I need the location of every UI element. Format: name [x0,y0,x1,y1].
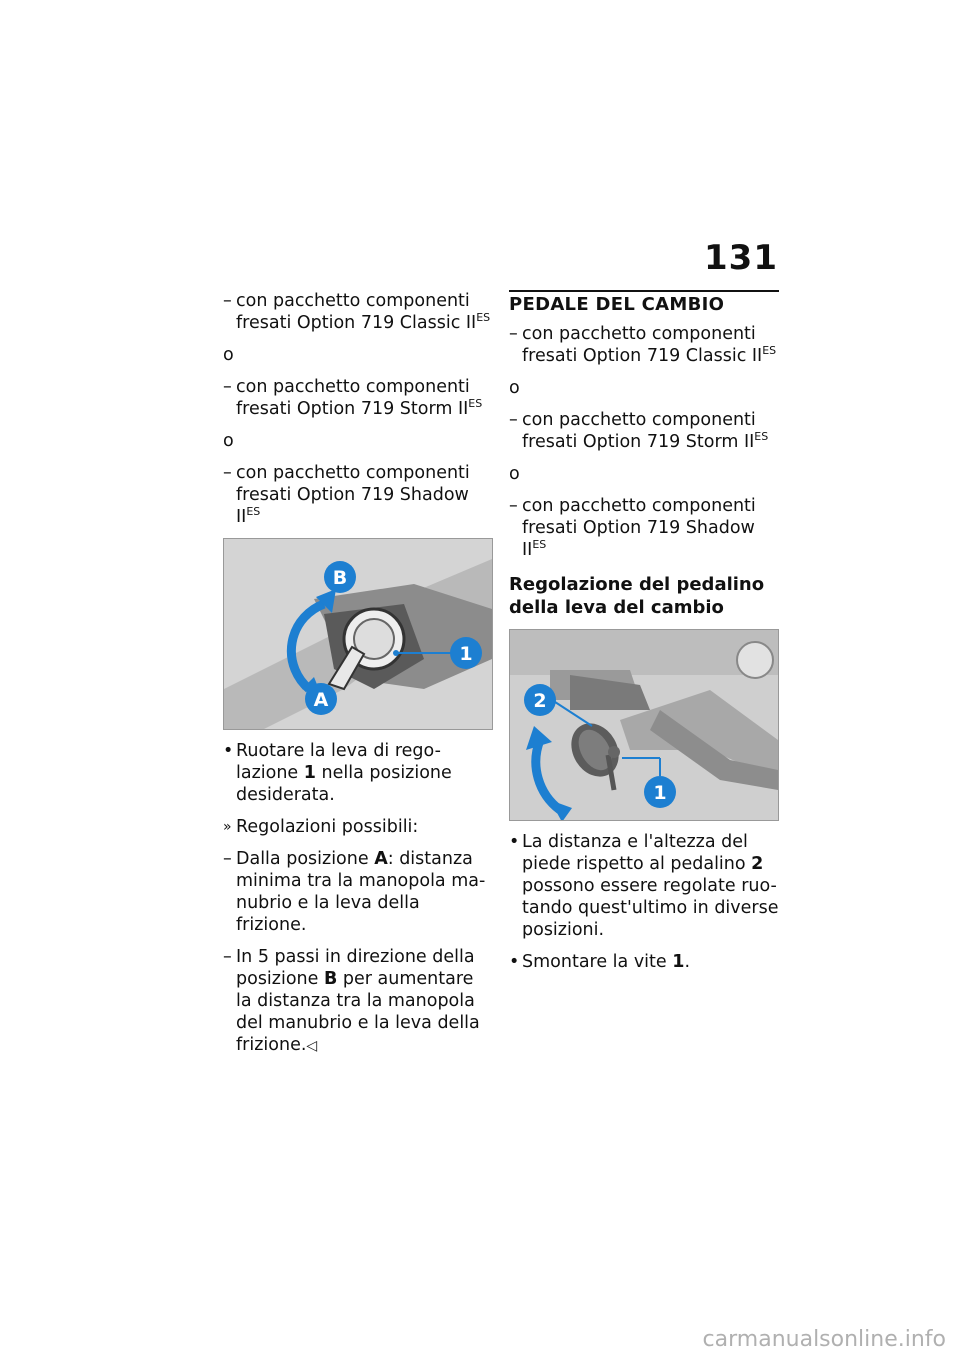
option-storm: – con pacchetto componenti fresati Option 719 Storm $II^{ES}$ [223,376,493,420]
clutch-lever-figure [223,538,493,730]
callout-b: B [332,567,348,589]
subsection-heading: Regolazione del pedalino della leva del cambio [509,574,765,618]
watermark: carmanualsonline.info [702,1327,946,1352]
left-column [223,290,493,1067]
callout-a: A [313,689,329,711]
option-classic: – con pacchetto componenti fresati Option 719 Classic $II^{ES}$ [223,290,493,334]
setting-position-b: – In 5 passi in direzione della posizione B per aumentare la distanza tra la manopola del manubrio e la leva della frizione.◁ [223,946,493,1057]
option-shadow: – con pacchetto componenti fresati Option 719 Shadow $II^{ES}$ [509,495,779,561]
option-storm: – con pacchetto componenti fresati Option 719 Storm $II^{ES}$ [509,409,779,453]
shift-pedal-illustration [510,630,778,820]
or-word: o [509,464,520,484]
step-remove-screw: • Smontare la vite 1. [509,951,779,973]
callout-2: 2 [533,690,547,712]
callout-1: 1 [459,643,473,665]
step-pedal-adjust: • La distanza e l'altezza del piede rispetto al pedalino 2 possono essere regolate ruo-tando quest'ultimo in diverse posizioni. [509,831,779,941]
setting-position-a: – Dalla posizione A: distanza minima tra la manopola ma-nubrio e la leva della frizione. [223,848,493,936]
end-mark-icon: ◁ [306,1038,318,1054]
option-shadow: – con pacchetto componenti fresati Option 719 Shadow $II^{ES}$ [223,462,493,528]
shift-pedal-figure [509,629,779,821]
page-number: 131 [704,238,778,278]
step-rotate-lever: • Ruotare la leva di rego-lazione 1 nella posizione desiderata. [223,740,493,806]
or-word: o [509,378,520,398]
or-word: o [223,345,234,365]
callout-1: 1 [653,782,667,804]
right-column [509,290,779,983]
option-classic: – con pacchetto componenti fresati Option 719 Classic $II^{ES}$ [509,323,779,367]
or-word: o [223,431,234,451]
section-heading: PEDALE DEL CAMBIO [509,290,779,315]
result-possible-settings: » Regolazioni possibili: [223,816,493,838]
clutch-lever-illustration [224,539,492,729]
